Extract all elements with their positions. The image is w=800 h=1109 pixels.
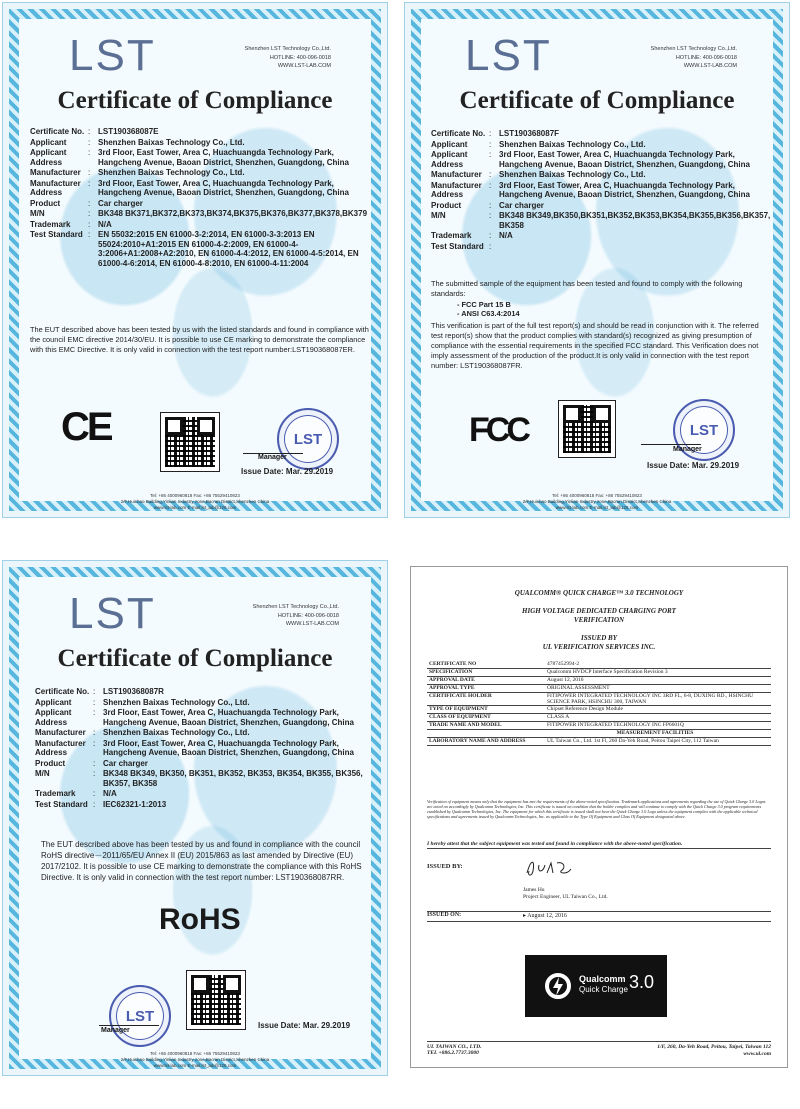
qc-footer-web: www.ul.com [743,1051,771,1057]
footer-web: www.lst-lab.com E-mail:lst_lab@126.com [153,1063,237,1068]
ce-certificate [2,2,388,518]
qc-row-value: CLASS A [539,714,771,722]
certificate-title: Certificate of Compliance [459,87,735,114]
qc-row-label: APPROVAL DATE [427,677,539,685]
field-colon: : [88,148,91,157]
qc-table-row [427,706,771,714]
field-value: BK348 BK349,BK350,BK351,BK352,BK353,BK354,BK355,BK356,BK357, BK358 [499,211,771,230]
field-label: Manufacturer [431,170,482,179]
footer-phone: Tel: +86 4000960818 Fax: +86 75529410823 [150,493,240,498]
quick-charge-icon [543,971,573,1001]
rohs-certificate [2,560,388,1076]
field-row [35,728,365,738]
qc-issued-on-row [427,911,771,922]
qc-table-row [427,730,771,738]
field-colon: : [489,211,492,220]
qc-row-label: CERTIFICATE NO [427,661,539,669]
issue-date: Issue Date: Mar. 29.2019 [241,467,334,476]
compliance-statement: The EUT described above has been tested by us with the listed standards and found in compliance with the council EMC directive 2014/30/EU. It is possible to use CE marking to demonstrate the compliance with this EMC Directive. It is only valid in connection with the test report number:LST190368087ER. [30,325,369,354]
field-colon: : [93,799,96,809]
field-row [35,708,365,727]
field-value: 3rd Floor, East Tower, Area C, Huachuangda Technology Park, Hangcheng Avenue, Baoan District, Shenzhen, Guangdong, China [103,708,354,727]
qc-table-row [427,738,771,746]
lab-hotline: HOTLINE: 400-096-0018 [675,54,737,61]
qc-row-label: LABORATORY NAME AND ADDRESS [427,738,539,746]
verification-statement: This verification is part of the full test report(s) and should be read in conjunction with it. The referred test report(s) show that the product complies with standard(s) recognized as giving presumption of compliance with the essential requirements in the specified FCC standard. This Verification does not imply assessment of the production of the product.It is only valid in connection with the test report number: LST190368087FR. [431,321,759,370]
field-row [431,211,771,230]
qc-signer-title: Project Engineer, UL Taiwan Co., Ltd. [523,894,608,900]
lab-hotline: HOTLINE: 400-096-0018 [269,54,331,61]
qc-heading: QUALCOMM® QUICK CHARGE™ 3.0 TECHNOLOGY [514,589,684,597]
field-label: Applicant Address [30,148,67,167]
qc-table-row [427,722,771,730]
field-colon: : [489,139,492,149]
field-value: 3rd Floor, East Tower, Area C, Huachuangda Technology Park, Hangcheng Avenue, Baoan District, Shenzhen, Guangdong, China [499,180,750,199]
qc-signer-name: James Hu [523,887,545,893]
qc-details-table [427,661,771,746]
lab-contact [597,45,737,71]
field-row [431,140,771,150]
qc-row-value: ORIGINAL ASSESSMENT [539,685,771,693]
standard-fcc-text: FCC Part 15 B [461,300,511,309]
field-label: Certificate No. [30,127,85,136]
field-value: Car charger [499,200,544,210]
lab-name: Shenzhen LST Technology Co.,Ltd. [244,46,331,52]
qr-code [187,971,245,1029]
field-colon: : [489,231,492,240]
field-label: Applicant [431,139,468,149]
field-value: Shenzhen Baixas Technology Co., Ltd. [103,728,250,737]
qc-issuer-name: UL VERIFICATION SERVICES INC. [542,643,656,651]
field-colon: : [93,769,96,778]
qc-table-row [427,693,771,706]
field-label: Manufacturer Address [35,738,86,757]
footer-address: 2/F,Huichao Building,Yinlian Industry zone,Bao'an District,Shenzhen China [120,499,270,504]
qc-row-value: MEASUREMENT FACILITIES [539,730,771,738]
field-label: Trademark [30,219,71,229]
qc-footer-address: 1/F, 260, Da-Yeh Road, Peitou, Taipei, Taiwan 112 [657,1044,771,1050]
lab-website: WWW.LST-LAB.COM [285,621,339,627]
field-label: M/N [35,769,50,778]
field-row [30,220,370,230]
field-row [30,179,370,198]
field-row [431,201,771,211]
field-value: N/A [98,219,112,229]
field-value: IEC62321-1:2013 [103,799,167,809]
qc-row-value: 4787452994-2 [539,661,771,669]
qc-row-label: TYPE OF EQUIPMENT [427,706,539,714]
qc-issued-on-label: ISSUED ON: [427,912,462,918]
field-label: M/N [30,209,45,218]
field-label: Product [30,198,61,208]
field-colon: : [489,170,492,179]
qc-footer [427,1041,771,1056]
standard-ansi: - ANSI C63.4:2014 [457,309,520,318]
field-row [35,698,365,708]
quick-charge-verification [410,566,788,1068]
field-colon: : [489,180,492,190]
field-row [30,168,370,178]
field-label: Trademark [431,231,472,240]
field-value: Shenzhen Baixas Technology Co., Ltd. [98,168,245,177]
qc-footer-company: UL TAIWAN CO., LTD. [427,1044,482,1050]
badge-brand: Qualcomm [579,974,626,984]
footer-web: www.lst-lab.com E-mail:lst_lab@126.com [153,505,237,510]
qc-row-label: SPECIFICATION [427,669,539,677]
certificate-title: Certificate of Compliance [57,87,333,114]
signature-line [641,444,701,445]
qc-row-value: FITIPOWER INTEGRATED TECHNOLOGY INC 3RD FL, 6-8, DUXING RD., HSINCHU SCIENCE PARK, HSINCHU 300, TAIWAN [539,693,771,706]
lst-stamp: LST [109,985,171,1047]
field-colon: : [88,230,91,239]
qc-footer-phone: TEL +886.2.7737.3000 [427,1050,479,1056]
field-colon: : [88,178,91,188]
qr-code [161,413,219,471]
certificate-fields [30,127,370,269]
rohs-mark: RoHS [159,903,241,936]
field-row [431,242,771,252]
qc-row-value: Chipset Reference Design Module [539,706,771,714]
field-row [30,138,370,148]
lab-hotline: HOTLINE: 400-096-0018 [277,612,339,619]
qc-table-row [427,685,771,693]
field-value: EN 55032:2015 EN 61000-3-2:2014, EN 61000-3-3:2013 EN 55024:2010+A1:2015 EN 61000-4-2:2009, EN 61000-4-3:2006+A1:2008+A2:2010, EN 61000-4-4:2012, EN 61000-4-5:2014, EN 61000-4-6:2014, EN 61000-4-8:2010, EN 61000-4-11:2004 [98,230,359,268]
manager-label: Manager [258,454,287,461]
field-colon: : [88,168,91,177]
field-row [30,230,370,268]
field-colon: : [93,728,96,737]
field-row [35,759,365,769]
qc-row-value: UL Taiwan Co., Ltd. 1st Fl, 260 Da-Yeh Road, Peitou Taipei City, 112 Taiwan [539,738,771,746]
field-label: Applicant [35,697,72,707]
field-value: Shenzhen Baixas Technology Co., Ltd. [103,697,250,707]
field-value: N/A [499,231,513,240]
qc-issued-on-date: ▸ August 12, 2016 [523,913,568,919]
field-value: LST190368087R [103,687,164,696]
footer-address: 2/F,Huichao Building,Yinlian Industry zone,Bao'an District,Shenzhen China [120,1057,270,1062]
field-value: LST190368087E [98,127,159,136]
field-colon: : [88,198,91,208]
certificate-title: Certificate of Compliance [57,645,333,672]
field-label: Manufacturer Address [30,178,81,197]
qc-row-label [427,730,539,738]
lab-contact [191,45,331,71]
field-value: Shenzhen Baixas Technology Co., Ltd. [499,170,646,179]
field-colon: : [88,219,91,229]
field-value: N/A [103,789,117,798]
field-colon: : [93,697,96,707]
field-row [35,800,365,810]
field-colon: : [93,687,96,696]
signature-line [99,1025,159,1026]
field-row [30,127,370,137]
field-label: Certificate No. [35,687,90,696]
field-row [431,181,771,200]
field-colon: : [93,789,96,798]
footer-phone: Tel: +86 4000960818 Fax: +86 75529410823 [552,493,642,498]
field-value: Shenzhen Baixas Technology Co., Ltd. [499,139,646,149]
field-label: Test Standard [35,799,88,809]
field-row [431,231,771,241]
qc-row-value: August 12, 2016 [539,677,771,685]
field-label: Applicant Address [431,150,468,169]
certificate-footer [63,493,327,511]
qc-legal-note: Verification of equipment means only that the equipment has met the requirements of the above-noted specification. Trademark applications and agreements regarding the use of Quick Charge 3.0 Logos are acted on accordingly by Qualcomm Technologies, Inc. This certificate is issued on condition that the holder complies and will continue to comply with the Quick Charge 3.0 program requirements established by Qualcomm Technologies, Inc. The equipment for which this certificate is issued shall not bear the Quick Charge 3.0 Logo unless the equipment complies with the applicable technical specifications and agreements issued by Qualcomm Technologies, Inc. as applicable to the Type Of Equipment and Class Of Equipment designated above. [427,799,766,819]
qc-table-row [427,661,771,669]
field-label: Manufacturer [30,168,81,177]
qc-row-label: APPROVAL TYPE [427,685,539,693]
field-row [30,199,370,209]
field-label: Manufacturer [35,728,86,737]
qc-attestation: I hereby attest that the subject equipment was tested and found in compliance with the above-noted specification. [427,842,771,849]
field-colon: : [88,209,91,218]
lst-logo: LST [69,31,156,80]
field-label: Applicant [30,137,67,147]
signature-image [523,857,573,879]
field-value: BK348 BK349, BK350, BK351, BK352, BK353, BK354, BK355, BK356, BK357, BK358 [103,769,363,788]
footer-web: www.lst-lab.com E-mail:lst_lab@126.com [555,505,639,510]
field-value: Car charger [103,758,148,768]
field-label: Manufacturer Address [431,180,482,199]
qr-code [559,401,615,457]
lab-name: Shenzhen LST Technology Co.,Ltd. [650,46,737,52]
field-row [35,687,365,697]
field-colon: : [489,150,492,159]
field-row [35,769,365,788]
manager-label: Manager [101,1027,130,1034]
field-label: M/N [431,211,446,220]
qc-table-row [427,714,771,722]
quick-charge-badge [525,955,667,1017]
field-row [35,739,365,758]
badge-version: 3.0 [629,972,655,992]
qc-verification-label: VERIFICATION [573,616,625,624]
field-colon: : [93,738,96,748]
field-label: Certificate No. [431,129,486,138]
field-label: Trademark [35,789,76,798]
footer-phone: Tel: +86 4000960818 Fax: +86 75529410823 [150,1051,240,1056]
field-label: Test Standard [431,241,484,251]
lst-logo: LST [69,589,156,638]
certificate-fields [35,687,365,810]
standard-ansi-text: ANSI C63.4:2014 [461,309,520,318]
lst-logo: LST [465,31,552,80]
certificate-footer [63,1051,327,1069]
qc-table-row [427,677,771,685]
field-label: Applicant Address [35,708,72,727]
field-value: LST190368087F [499,129,560,138]
qc-row-value: FITIPOWER INTEGRATED TECHNOLOGY INC FP6601Q [539,722,771,730]
standard-fcc-part15b: - FCC Part 15 B [457,300,511,309]
lst-stamp: LST [673,399,735,461]
field-label: Product [35,758,66,768]
compliance-statement: The EUT described above has been tested by us and found in compliance with the council RoHS directive－2011/65/EU Annex II (EU) 2015/863 as last amended by Directive (EU) 2017/2102. It is possible to use CE marking to demonstrate the compliance with this RoHS Directive. It is only valid in connection with the test report number: LST190368087RR. [41,840,362,882]
badge-product: Quick Charge [579,985,628,994]
field-row [30,209,370,219]
lab-contact [199,603,339,629]
qc-issued-by: ISSUED BY: [427,863,463,870]
field-row [431,129,771,139]
fcc-certificate [404,2,790,518]
field-colon: : [93,708,96,717]
field-colon: : [93,758,96,768]
ce-mark: CE [61,405,111,449]
field-value: BK348 BK371,BK372,BK373,BK374,BK375,BK376,BK377,BK378,BK379 [98,209,368,218]
field-colon: : [88,127,91,136]
qc-table-row [427,669,771,677]
field-value: 3rd Floor, East Tower, Area C, Huachuangda Technology Park, Hangcheng Avenue, Baoan District, Shenzhen, Guangdong, China [499,150,750,169]
field-row [30,148,370,167]
qc-issued-on-value: August 12, 2016 [527,913,568,919]
qc-subheading: HIGH VOLTAGE DEDICATED CHARGING PORT [522,607,676,615]
qc-row-value: Qualcomm HVDCP Interface Specification Revision 3 [539,669,771,677]
field-colon: : [88,137,91,147]
fcc-mark: FCC [469,411,527,449]
field-colon: : [489,129,492,138]
qc-row-label: TRADE NAME AND MODEL [427,722,539,730]
field-value: 3rd Floor, East Tower, Area C, Huachuangda Technology Park, Hangcheng Avenue, Baoan District, Shenzhen, Guangdong, China [103,738,354,757]
field-row [35,789,365,799]
issue-date: Issue Date: Mar. 29.2019 [258,1021,351,1030]
lab-name: Shenzhen LST Technology Co.,Ltd. [252,604,339,610]
qc-issued-by-label: ISSUED BY [581,634,617,642]
field-value: Shenzhen Baixas Technology Co., Ltd. [98,137,245,147]
qc-row-label: CERTIFICATE HOLDER [427,693,539,706]
certificate-footer [465,493,729,511]
footer-address: 2/F,Huichao Building,Yinlian Industry zone,Bao'an District,Shenzhen China [522,499,672,504]
field-value: 3rd Floor, East Tower, Area C, Huachuangda Technology Park, Hangcheng Avenue, Baoan District, Shenzhen, Guangdong, China [98,178,349,197]
lab-website: WWW.LST-LAB.COM [277,63,331,69]
field-row [431,170,771,180]
certificate-fields [431,129,771,252]
field-row [431,150,771,169]
lab-website: WWW.LST-LAB.COM [683,63,737,69]
field-value: 3rd Floor, East Tower, Area C, Huachuangda Technology Park, Hangcheng Avenue, Baoan District, Shenzhen, Guangdong, China [98,148,349,167]
qc-row-label: CLASS OF EQUIPMENT [427,714,539,722]
field-colon: : [489,200,492,210]
field-value: Car charger [98,198,143,208]
field-colon: : [489,241,492,251]
manager-label: Manager [673,446,702,453]
lst-stamp: LST [277,408,339,470]
field-label: Product [431,200,462,210]
submitted-sample-statement: The submitted sample of the equipment has been tested and found to comply with the following standards: [431,279,743,298]
field-label: Test Standard [30,230,83,239]
issue-date: Issue Date: Mar. 29.2019 [647,461,740,470]
